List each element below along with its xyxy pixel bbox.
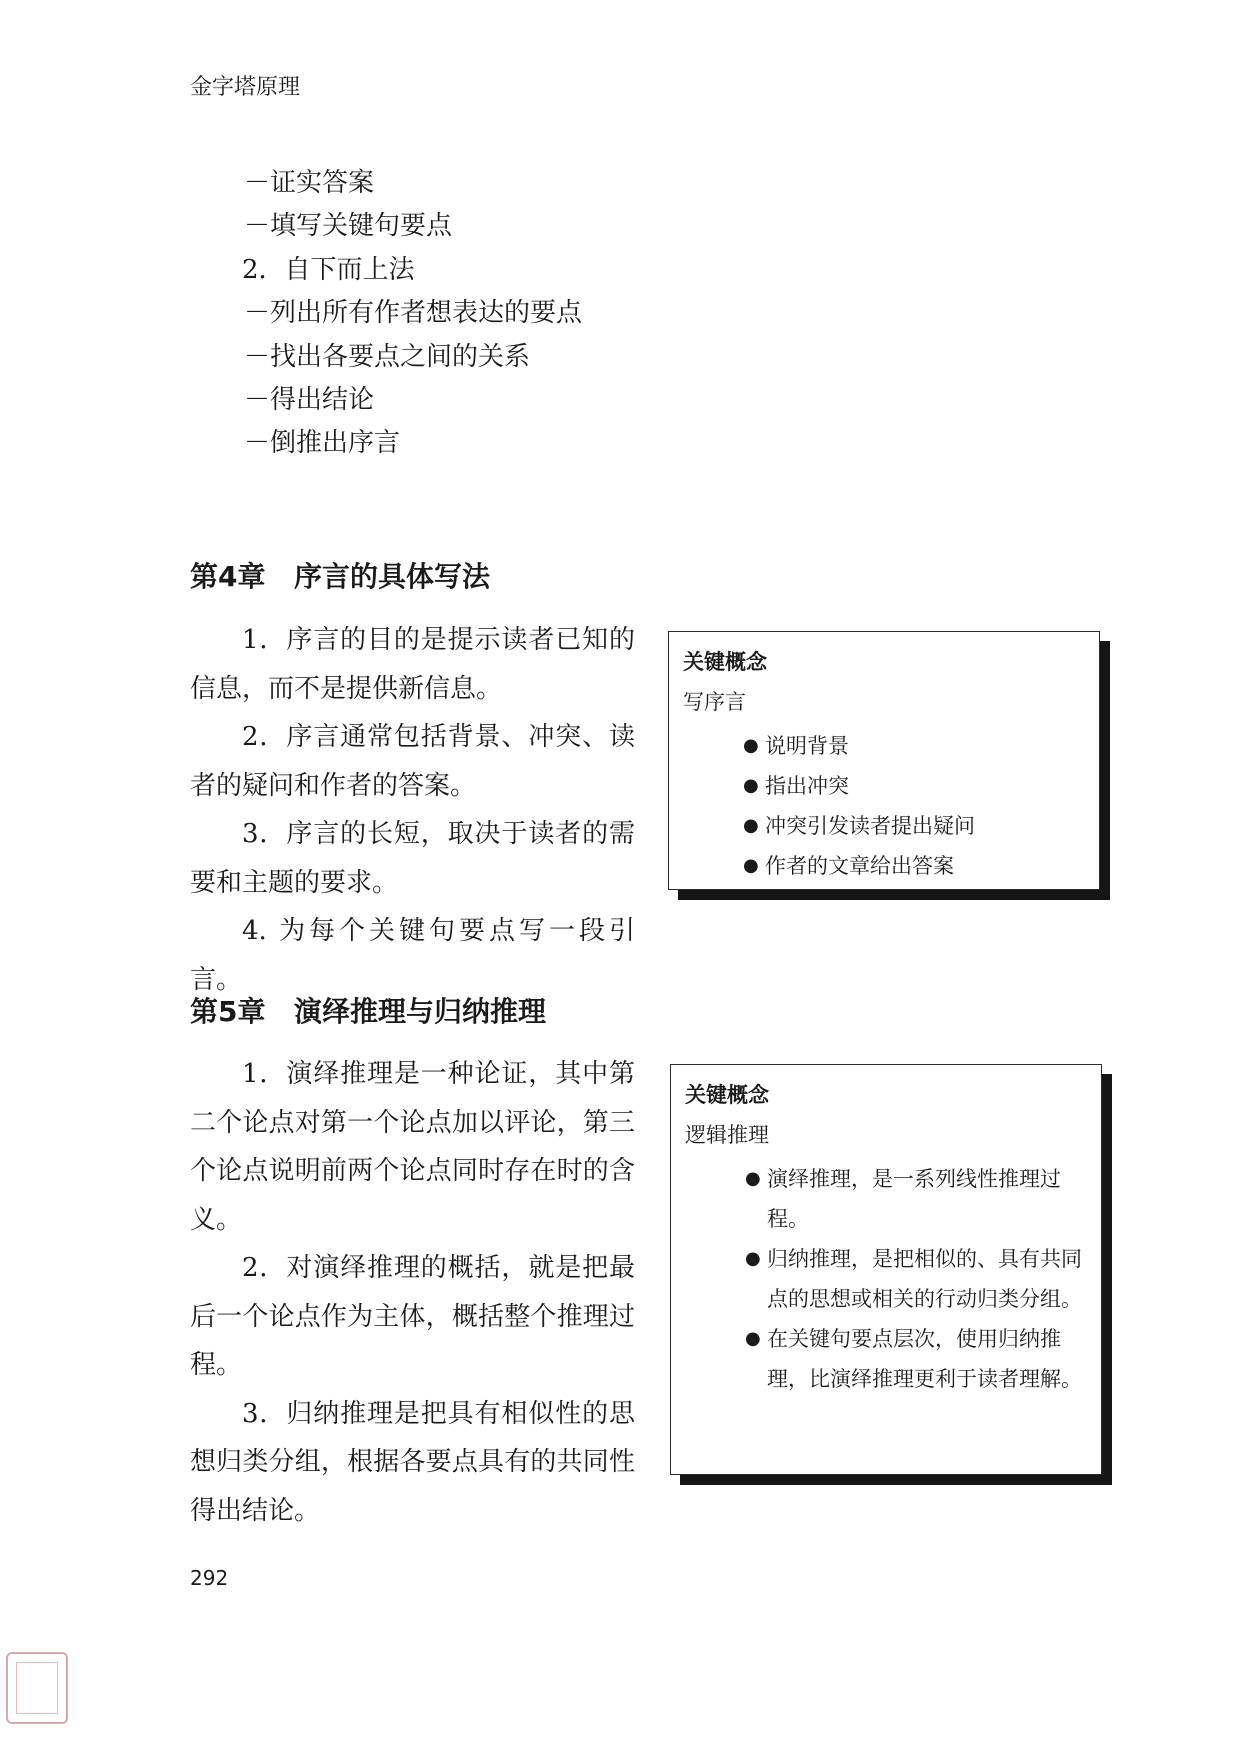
chapter-number: 第5章 — [190, 995, 266, 1028]
library-seal-icon — [6, 1652, 68, 1724]
bullet-item: ● 冲突引发读者提出疑问 — [765, 806, 975, 846]
bullet-item: ● 在关键句要点层次，使用归纳推理，比演绎推理更利于读者理解。 — [767, 1319, 1089, 1399]
chapter-4-body — [190, 616, 635, 1004]
box-bullet-list — [767, 1159, 1089, 1399]
bullet-item: ● 作者的文章给出答案 — [765, 846, 975, 886]
paragraph: 2．对演绎推理的概括，就是把最后一个论点作为主体，概括整个推理过程。 — [190, 1253, 635, 1380]
paragraph: 3．归纳推理是把具有相似性的思想归类分组，根据各要点具有的共同性得出结论。 — [190, 1398, 635, 1526]
paragraph: 1．演绎推理是一种论证，其中第二个论点对第一个论点加以评论，第三个论点说明前两个论点同时存在时的含义。 — [190, 1059, 635, 1235]
paragraph: 2．序言通常包括背景、冲突、读者的疑问和作者的答案。 — [190, 722, 635, 801]
chapter-title-text: 演绎推理与归纳推理 — [294, 995, 547, 1028]
bullet-item: ● 说明背景 — [765, 726, 975, 766]
paragraph: 1．序言的目的是提示读者已知的信息，而不是提供新信息。 — [190, 625, 635, 704]
paragraph: 3．序言的长短，取决于读者的需要和主题的要求。 — [190, 819, 635, 898]
list-item: －倒推出序言 — [244, 428, 401, 458]
list-item: －得出结论 — [244, 385, 375, 415]
chapter-title-text: 序言的具体写法 — [294, 560, 491, 593]
bullet-item: ● 演绎推理，是一系列线性推理过程。 — [767, 1159, 1089, 1239]
running-head: 金字塔原理 — [190, 75, 301, 100]
box-subheading: 逻辑推理 — [685, 1123, 769, 1147]
page-number: 292 — [190, 1566, 229, 1590]
list-item: 2．自下而上法 — [242, 255, 415, 285]
key-concept-box-ch5 — [670, 1064, 1102, 1475]
list-item: －找出各要点之间的关系 — [244, 342, 531, 372]
chapter-5-body — [190, 1050, 635, 1535]
bullet-item: ● 归纳推理，是把相似的、具有共同点的思想或相关的行动归类分组。 — [767, 1239, 1089, 1319]
list-item: －证实答案 — [244, 168, 375, 198]
list-item: －填写关键句要点 — [244, 211, 453, 241]
chapter-number: 第4章 — [190, 560, 266, 593]
list-item: －列出所有作者想表达的要点 — [244, 298, 583, 328]
chapter-5-title — [190, 990, 546, 1030]
box-subheading: 写序言 — [683, 690, 746, 714]
paragraph: 4. 为每个关键句要点写一段引言。 — [190, 916, 635, 995]
chapter-4-title — [190, 555, 490, 595]
bullet-item: ● 指出冲突 — [765, 766, 975, 806]
box-heading: 关键概念 — [685, 1083, 769, 1107]
box-bullet-list — [765, 726, 975, 886]
key-concept-box-ch4 — [668, 631, 1100, 890]
box-heading: 关键概念 — [683, 650, 767, 674]
